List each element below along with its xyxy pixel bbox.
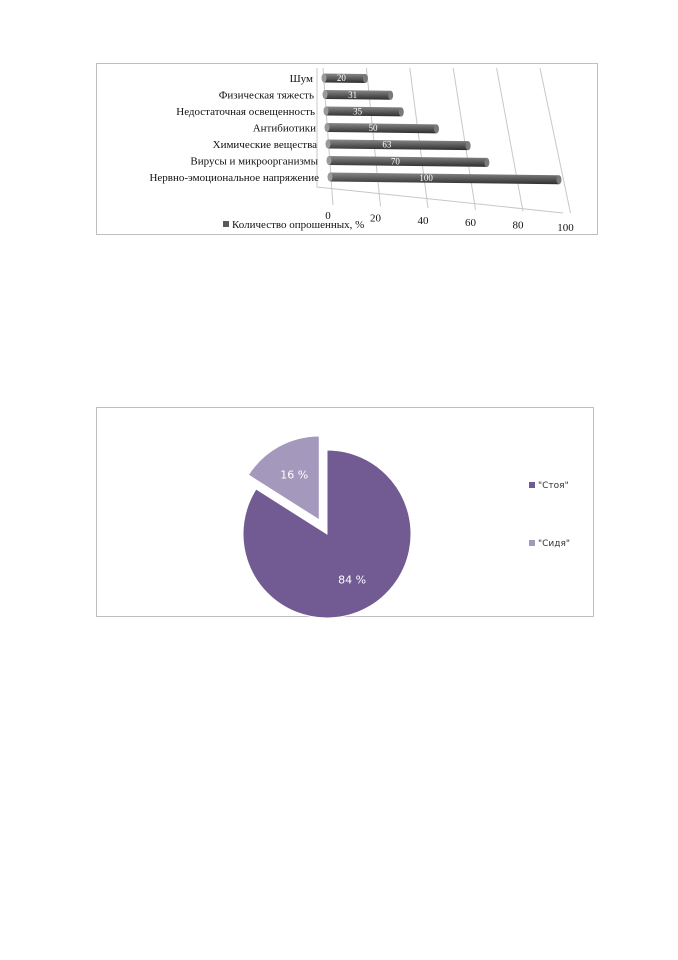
bar-cap [557,175,562,184]
legend-marker [529,482,535,488]
category-label: Нервно-эмоциональное напряжение [149,172,319,184]
gridline [366,68,380,207]
category-label: Физическая тяжесть [218,89,314,102]
data-label: 100 [419,173,433,184]
bar [328,140,468,151]
bar-cap [434,124,439,133]
category-label: Вирусы и микроорганизмы [190,155,318,168]
bar-cap [399,107,404,116]
pie-chart [97,408,595,618]
gridline [453,68,475,210]
data-label: 31 [348,89,358,100]
category-label: Шум [289,73,313,85]
bar-base [326,140,331,149]
bar-cap [484,158,489,167]
data-label: 84 % [338,573,367,587]
pie-chart-frame [96,407,594,617]
legend-marker [529,540,535,546]
bar [330,173,559,185]
gridline [323,68,333,205]
bar [326,107,401,117]
x-tick-label: 20 [370,212,381,225]
category-label: Недостаточная освещенность [176,106,315,118]
gridline [497,68,523,211]
legend-marker [223,221,229,227]
bar-cap [466,141,471,150]
bar-base [323,90,328,99]
data-label: 50 [368,123,378,134]
legend-label: "Сидя" [538,539,571,549]
x-tick-label: 40 [417,214,429,227]
x-tick-label: 0 [325,210,331,222]
x-tick-label: 80 [512,219,524,232]
bar-chart [97,64,599,236]
data-label: 63 [382,139,392,150]
x-tick-label: 60 [465,217,476,230]
bar [325,90,391,100]
bar-base [322,74,327,83]
data-label: 20 [336,73,346,84]
gridline [410,68,428,208]
category-label: Химические вещества [212,139,317,151]
bar-base [324,107,329,116]
bar-base [328,173,333,182]
bar-cap [363,74,368,83]
data-label: 70 [390,156,400,167]
legend-label: "Стоя" [538,481,569,491]
gridline [540,68,571,213]
category-label: Антибиотики [252,122,316,135]
bar-base [327,156,332,165]
bar-base [325,123,330,132]
data-label: 35 [353,106,363,117]
data-label: 16 % [280,468,309,482]
bar [327,123,437,133]
bar-cap [388,91,393,100]
legend-label: Количество опрошенных, % [232,219,365,231]
bar-chart-frame [96,63,598,235]
bar [329,156,487,167]
x-tick-label: 100 [557,222,574,234]
